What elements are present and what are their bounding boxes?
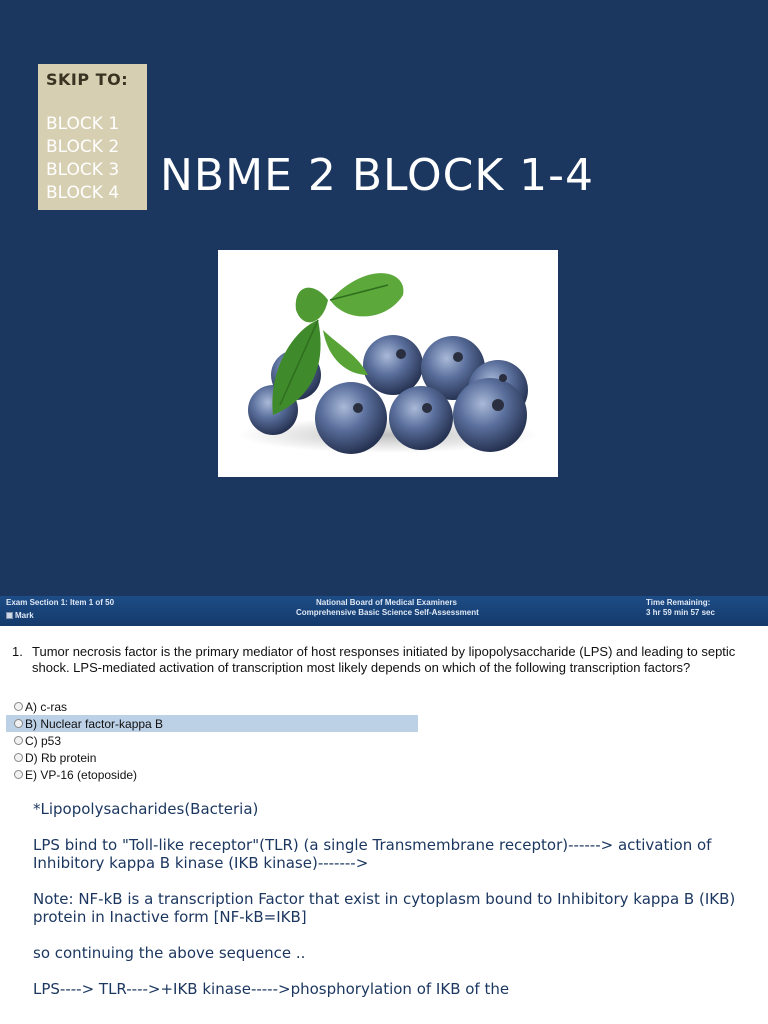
mark-label: Mark (15, 611, 34, 620)
exam-section-label: Exam Section 1: Item 1 of 50 (6, 598, 115, 607)
blueberries-mint-image (218, 250, 558, 477)
question-number: 1. (12, 644, 23, 659)
skip-link-block-4[interactable]: BLOCK 4 (46, 183, 120, 203)
note-paragraph: LPS----> TLR---->+IKB kinase----->phosphorylation of IKB of the (33, 980, 510, 998)
board-name: National Board of Medical Examiners (316, 598, 457, 607)
answer-option-label: C) p53 (25, 733, 62, 748)
answer-option-b[interactable] (6, 715, 418, 732)
answer-options (14, 698, 420, 783)
skip-link-block-3[interactable]: BLOCK 3 (46, 160, 120, 180)
note-paragraph: Note: NF-kB is a transcription Factor that exist in cytoplasm bound to Inhibitory kappa B (IKB) protein in Inactive form [NF-kB=IKB] (33, 890, 736, 926)
note-paragraph: so continuing the above sequence .. (33, 944, 306, 962)
radio-icon[interactable] (14, 702, 23, 711)
question-stem (12, 644, 742, 676)
radio-icon[interactable] (14, 753, 23, 762)
explanation-notes (33, 800, 753, 1016)
assessment-name: Comprehensive Basic Science Self-Assessment (296, 608, 479, 617)
skip-to-panel (38, 64, 147, 210)
skip-link-block-1[interactable]: BLOCK 1 (46, 114, 120, 134)
exam-header-bar (0, 596, 768, 626)
answer-option-c[interactable] (14, 732, 420, 749)
time-remaining-value: 3 hr 59 min 57 sec (646, 608, 715, 617)
answer-option-label: A) c-ras (25, 699, 67, 714)
answer-option-label: B) Nuclear factor-kappa B (25, 716, 164, 731)
note-paragraph: *Lipopolysacharides(Bacteria) (33, 800, 259, 818)
answer-option-e[interactable] (14, 766, 420, 783)
answer-option-a[interactable] (14, 698, 420, 715)
mark-checkbox-icon[interactable] (6, 612, 13, 619)
time-remaining-label: Time Remaining: (646, 598, 711, 607)
answer-option-label: E) VP-16 (etoposide) (25, 767, 138, 782)
question-panel (0, 626, 768, 782)
page-title: NBME 2 BLOCK 1-4 (160, 150, 595, 201)
answer-option-d[interactable] (14, 749, 420, 766)
mark-button[interactable] (6, 611, 34, 620)
note-paragraph: LPS bind to "Toll-like receptor"(TLR) (a single Transmembrane receptor)------> activation of Inhibitory kappa B kinase (IKB kinase)-------> (33, 836, 712, 872)
radio-icon[interactable] (14, 736, 23, 745)
question-text: Tumor necrosis factor is the primary mediator of host responses initiated by lipopolysaccharide (LPS) and leading to septic shock. LPS-mediated activation of transcription most likely depends on which of the following transcription factors? (32, 644, 736, 675)
radio-icon[interactable] (14, 719, 23, 728)
answer-option-label: D) Rb protein (25, 750, 97, 765)
skip-link-block-2[interactable]: BLOCK 2 (46, 137, 120, 157)
skip-to-title: SKIP TO: (46, 70, 129, 89)
radio-icon[interactable] (14, 770, 23, 779)
